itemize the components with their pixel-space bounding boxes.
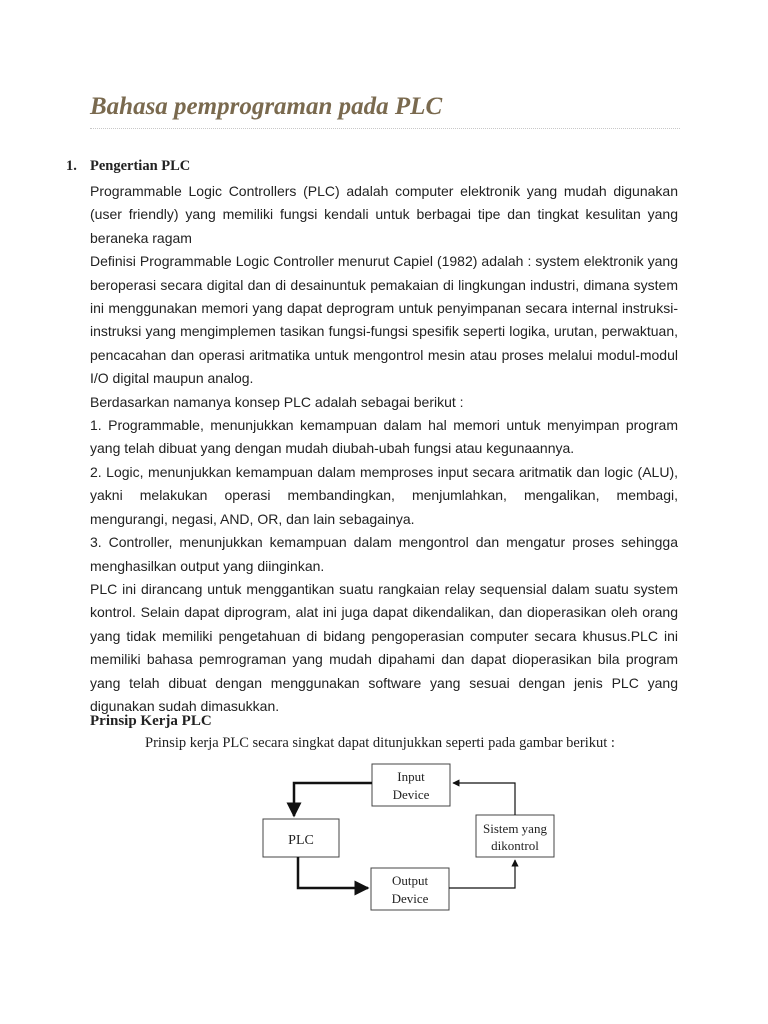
section-body	[90, 180, 678, 718]
paragraph-definition: Programmable Logic Controllers (PLC) adalah computer elektronik yang mudah digunakan (user friendly) yang memiliki fungsi kendali untuk berbagai tipe dan tingkat kesulitan yang beraneka ragam	[90, 183, 678, 246]
paragraph-controller: 3. Controller, menunjukkan kemampuan dalam mengontrol dan mengatur proses sehingga menghasilkan output yang diinginkan.	[90, 534, 678, 574]
prinsip-heading: Prinsip Kerja PLC	[90, 713, 212, 729]
page-title: Bahasa pemprograman pada PLC	[90, 93, 443, 120]
paragraph-plc-purpose: PLC ini dirancang untuk menggantikan suatu rangkaian relay sequensial dalam suatu system kontrol. Selain dapat diprogram, alat ini juga dapat dikendalikan, dan dioperasikan oleh orang yang tidak memiliki pengetahuan di bidang pengoperasian computer secara khusus.PLC ini memiliki bahasa pemrograman yang mudah dipahami dan dapat dioperasikan bila program yang telah dibuat dengan menggunakan software yang sesuai dengan jenis PLC yang digunakan sudah dimasukkan.	[90, 580, 678, 714]
sistem-label-1: Sistem yang	[483, 821, 547, 836]
input-device-label-2: Device	[392, 787, 430, 802]
input-device-label-1: Input	[397, 769, 425, 784]
output-device-label-2: Device	[391, 891, 429, 906]
plc-diagram	[250, 758, 570, 918]
paragraph-programmable: 1. Programmable, menunjukkan kemampuan dalam hal memori untuk menyimpan program yang telah dibuat yang dengan mudah diubah-ubah fungsi atau kegunaannya.	[90, 417, 678, 457]
section-number: 1.	[66, 158, 77, 174]
plc-label: PLC	[288, 833, 314, 848]
paragraph-logic: 2. Logic, menunjukkan kemampuan dalam memproses input secara aritmatik dan logic (ALU), yakni melakukan operasi membandingkan, menjumlahkan, mengalikan, membagi, mengurangi, negasi, AND, OR, dan lain sebagainya.	[90, 463, 678, 527]
arrow-plc-to-output	[298, 857, 368, 888]
sistem-label-2: dikontrol	[491, 838, 539, 853]
prinsip-text: Prinsip kerja PLC secara singkat dapat ditunjukkan seperti pada gambar berikut :	[145, 735, 615, 751]
arrow-input-to-plc	[294, 783, 372, 816]
section-heading	[66, 158, 190, 175]
output-device-label-1: Output	[391, 873, 429, 888]
title-divider	[90, 128, 680, 129]
section-title: Pengertian PLC	[90, 158, 191, 174]
paragraph-konsep-intro: Berdasarkan namanya konsep PLC adalah sebagai berikut :	[90, 393, 464, 410]
arrow-output-to-sistem	[449, 860, 515, 888]
paragraph-capiel: Definisi Programmable Logic Controller menurut Capiel (1982) adalah : system elektronik yang beroperasi secara digital dan di desainuntuk pemakaian di lingkungan industri, dimana system ini menggunakan memori yang dapat deprogram untuk penyimpanan secara internal instruksi-instruksi yang mengimplemen tasikan fungsi-fungsi spesifik seperti logika, urutan, perwaktuan, pencacahan dan operasi aritmatika untuk mengontrol mesin atau proses melalui modul-modul I/O digital maupun analog.	[90, 253, 678, 387]
arrow-sistem-to-input	[453, 783, 515, 815]
